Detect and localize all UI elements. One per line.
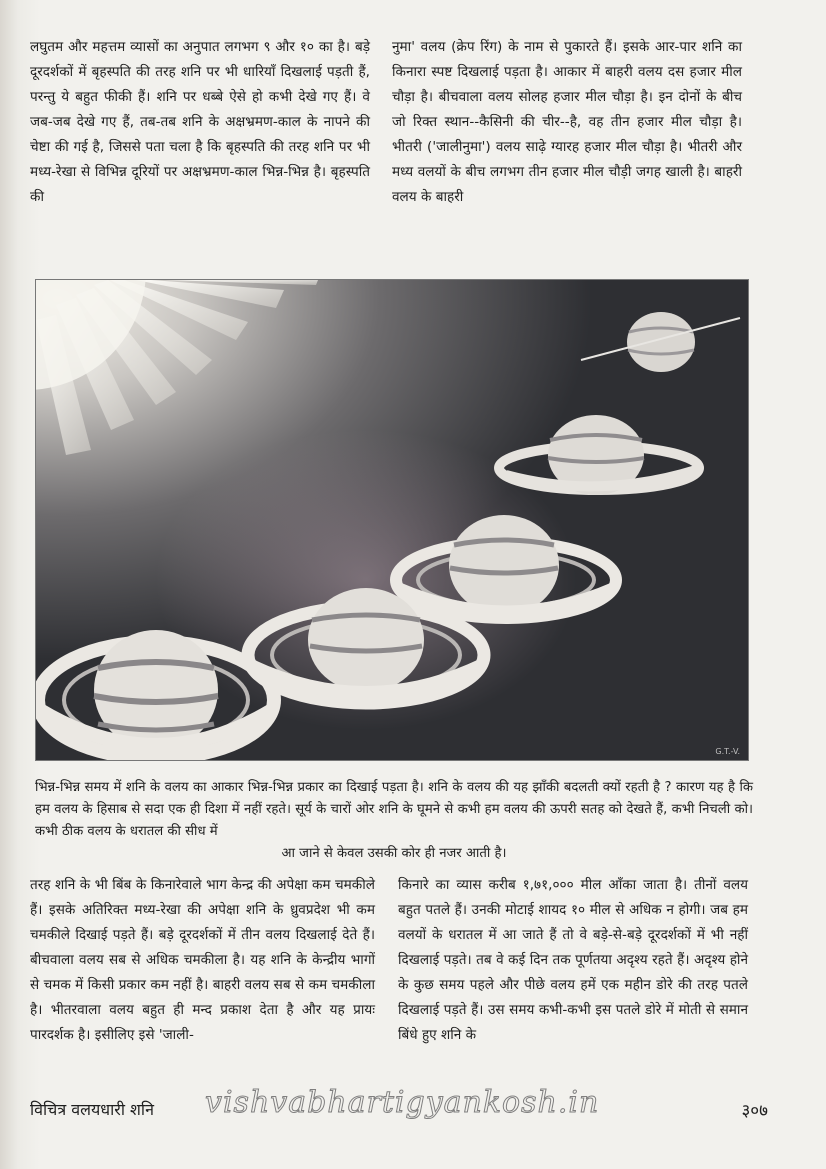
body-text-bottom-right: किनारे का व्यास करीब १,७१,००० मील आँका जाता है। तीनों वलय बहुत पतले हैं। उनकी मोटाई शायद १० मील से अधिक न होगी। जब हम वलयों के धरातल में आ जाते हैं तो वे बड़े-से-बड़े दूरदर्शकों में भी नहीं दिखलाई पड़ते। तब वे कई दिन तक पूर्णतया अदृश्य रहते हैं। अदृश्य होने के कुछ समय पहले और पीछे वलय हमें एक महीन डोरे की तरह पतले दिखलाई पड़ते हैं। उस समय कभी-कभी इस पतले डोरे में मोती से समान बिंधे हुए शनि के — [398, 877, 748, 1043]
site-watermark: vishvabhartigyankosh.in — [205, 1085, 600, 1120]
saturn-illustration-svg — [36, 280, 748, 760]
running-footer-title: विचित्र वलयधारी शनि — [30, 1100, 154, 1119]
body-text-top-left: लघुतम और महत्तम व्यासों का अनुपात लगभग ९ और १० का है। बड़े दूरदर्शकों में बृहस्पति की तरह शनि पर भी धारियाँ दिखलाई पड़ती हैं, परन्तु ये बहुत फीकी हैं। शनि पर धब्बे ऐसे हो कभी देखे गए हैं। वे जब-जब देखे गए हैं, तब-तब शनि के अक्षभ्रमण-काल के नापने की चेष्टा की गई है, जिससे पता चला है कि बृहस्पति की तरह शनि पर भी मध्य-रेखा से विभिन्न दूरियों पर अक्षभ्रमण-काल भिन्न-भिन्न है। बृहस्पति की — [30, 39, 370, 205]
figure-credit: G.T.-V. — [715, 747, 740, 756]
figure-caption — [35, 777, 753, 865]
body-text-bottom-left: तरह शनि के भी बिंब के किनारेवाले भाग केन्द्र की अपेक्षा कम चमकीले हैं। इसके अतिरिक्त मध्य-रेखा की अपेक्षा शनि के ध्रुवप्रदेश भी कम चमकीले दिखाई पड़ते हैं। बड़े दूरदर्शकों में तीन वलय दिखलाई देते हैं। बीचवाला वलय सब से अधिक चमकीला है। यह शनि के केन्द्रीय भागों से चमक में किसी प्रकार कम नहीं है। बाहरी वलय सब से कम चमकीला है। भीतरवाला वलय बहुत ही मन्द प्रकाश देता है और यह प्रायः पारदर्शक है। इसीलिए इसे 'जाली- — [30, 877, 375, 1043]
figure-caption-last-line: आ जाने से केवल उसकी कोर ही नजर आती है। — [281, 846, 507, 861]
body-text-top-right: नुमा' वलय (क्रेप रिंग) के नाम से पुकारते हैं। इसके आर-पार शनि का किनारा स्पष्ट दिखलाई पड़ता है। आकार में बाहरी वलय दस हजार मील चौड़ा है। बीचवाला वलय सोलह हजार मील चौड़ा है। इन दोनों के बीच जो रिक्त स्थान--कैसिनी की चीर--है, वह तीन हजार मील चौड़ा है। भीतरी ('जालीनुमा') वलय साढ़े ग्यारह हजार मील चौड़ा है। भीतरी और मध्य वलयों के बीच लगभग तीन हजार मील चौड़ी जगह खाली है। बाहरी वलय के बाहरी — [392, 39, 742, 205]
saturn-rings-illustration — [35, 279, 749, 761]
figure-caption-main: भिन्न-भिन्न समय में शनि के वलय का आकार भिन्न-भिन्न प्रकार का दिखाई पड़ता है। शनि के वलय की यह झाँकी बदलती क्यों रहती है ? कारण यह है कि हम वलय के हिसाब से सदा एक ही दिशा में नहीं रहते। सूर्य के चारों ओर शनि के घूमने से कभी हम वलय की ऊपरी सतह को देखते हैं, कभी निचली को। कभी ठीक वलय के धरातल की सीध में — [35, 780, 754, 839]
page-number: ३०७ — [741, 1101, 768, 1121]
